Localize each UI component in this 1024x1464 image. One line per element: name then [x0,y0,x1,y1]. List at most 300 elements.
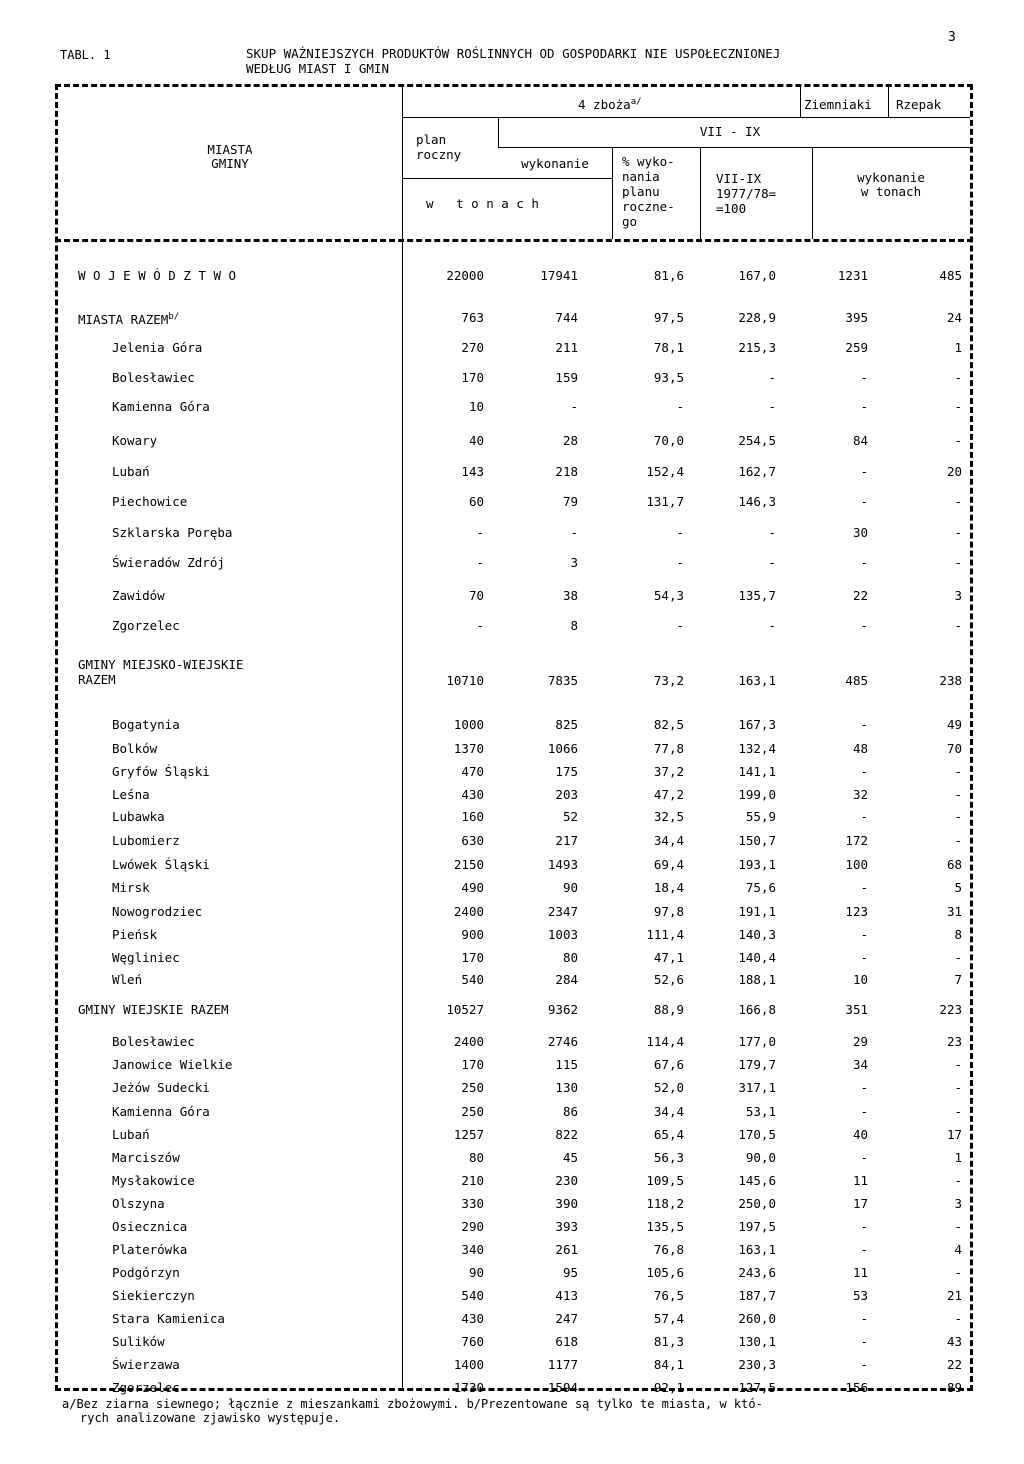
wykonanie-cell: 217 [555,833,578,848]
header-zboza-label: 4 zboża [578,97,631,113]
ziemniaki-cell: 34 [852,1057,868,1072]
rzepak-cell: 238 [939,673,962,688]
index-cell: 141,1 [738,764,776,779]
plan-cell: 2150 [453,857,484,872]
pct-cell: 57,4 [653,1311,684,1326]
pct-cell: 88,9 [653,1002,684,1017]
index-cell: 163,1 [738,1242,776,1257]
ziemniaki-cell: 172 [845,833,868,848]
index-cell: 193,1 [738,857,776,872]
rzepak-cell: 3 [954,588,962,603]
ziemniaki-cell: - [860,880,868,895]
row-name: Kamienna Góra [112,399,210,414]
index-cell: 230,3 [738,1357,776,1372]
row-name: Zgorzelec [112,618,180,633]
rzepak-cell: 20 [946,464,962,479]
ziemniaki-cell: 40 [852,1127,868,1142]
row-name: Bogatynia [112,717,180,732]
rzepak-cell: 89 [946,1380,962,1395]
index-cell: 317,1 [738,1080,776,1095]
pct-cell: 76,8 [653,1242,684,1257]
pct-cell: 47,2 [653,787,684,802]
row-name: Pieńsk [112,927,158,942]
wykonanie-cell: 390 [555,1196,578,1211]
pct-cell: 82,5 [653,717,684,732]
row-name: W O J E W Ó D Z T W O [78,268,237,283]
footnote-line-1: a/Bez ziarna siewnego; łącznie z mieszankami zbożowymi. b/Prezentowane są tylko te miasta, w któ- [62,1397,763,1411]
pct-cell: - [676,525,684,540]
index-cell: 187,7 [738,1288,776,1303]
wykonanie-cell: - [570,525,578,540]
rzepak-cell: - [954,618,962,633]
row-name: Gryfów Śląski [112,764,210,779]
rzepak-cell: - [954,1265,962,1280]
row-name: Świerzawa [112,1357,180,1372]
index-cell: 135,7 [738,588,776,603]
index-cell: 145,6 [738,1173,776,1188]
plan-cell: 2400 [453,1034,484,1049]
rzepak-cell: - [954,399,962,414]
ziemniaki-cell: 29 [852,1034,868,1049]
index-cell: 53,1 [745,1104,776,1119]
rzepak-cell: - [954,1080,962,1095]
index-cell: 254,5 [738,433,776,448]
table-label: TABL. 1 [60,48,111,62]
pct-cell: 56,3 [653,1150,684,1165]
rzepak-cell: - [954,1311,962,1326]
ziemniaki-cell: 11 [852,1173,868,1188]
table-title: SKUP WAŻNIEJSZYCH PRODUKTÓW ROŚLINNYCH OD GOSPODARKI NIE USPOŁECZNIONEJ [246,46,781,61]
index-cell: 127,5 [738,1380,776,1395]
plan-cell: 763 [461,310,484,325]
ziemniaki-cell: - [860,399,868,414]
index-cell: 260,0 [738,1311,776,1326]
plan-cell: 170 [461,950,484,965]
rzepak-cell: - [954,555,962,570]
ziemniaki-cell: - [860,950,868,965]
ziemniaki-cell: 10 [852,972,868,987]
ziemniaki-cell: - [860,1219,868,1234]
wykonanie-cell: 80 [562,950,578,965]
index-cell: 140,3 [738,927,776,942]
ziemniaki-cell: - [860,494,868,509]
wykonanie-cell: 28 [562,433,578,448]
wykonanie-cell: 52 [562,809,578,824]
wykonanie-cell: 825 [555,717,578,732]
wykonanie-cell: 175 [555,764,578,779]
pct-cell: - [676,399,684,414]
wykonanie-cell: 86 [562,1104,578,1119]
wykonanie-cell: 618 [555,1334,578,1349]
plan-cell: 10710 [446,673,484,688]
ziemniaki-cell: - [860,618,868,633]
pct-cell: 52,6 [653,972,684,987]
wykonanie-cell: 1493 [547,857,578,872]
row-name: Platerówka [112,1242,188,1257]
index-cell: - [768,525,776,540]
index-cell: 167,0 [738,268,776,283]
row-name: Zgorzelec [112,1380,180,1395]
ziemniaki-cell: - [860,1104,868,1119]
row-name: Bolesławiec [112,1034,195,1049]
rzepak-cell: - [954,833,962,848]
plan-cell: 1400 [453,1357,484,1372]
rzepak-cell: 5 [954,880,962,895]
plan-cell: 1730 [453,1380,484,1395]
row-name: Szklarska Poręba [112,525,233,540]
wykonanie-cell: 115 [555,1057,578,1072]
pct-cell: 47,1 [653,950,684,965]
rzepak-cell: - [954,525,962,540]
header-line-tons [402,178,612,179]
plan-cell: 490 [461,880,484,895]
pct-cell: 111,4 [646,927,684,942]
row-name: Osiecznica [112,1219,188,1234]
ziemniaki-cell: 32 [852,787,868,802]
index-cell: 188,1 [738,972,776,987]
plan-cell: 430 [461,787,484,802]
table-subtitle: WEDŁUG MIAST I GMIN [246,61,389,76]
wykonanie-cell: 822 [555,1127,578,1142]
ziemniaki-cell: 259 [845,340,868,355]
wykonanie-cell: 1003 [547,927,578,942]
plan-cell: 1370 [453,741,484,756]
index-cell: 150,7 [738,833,776,848]
pct-cell: 37,2 [653,764,684,779]
wykonanie-cell: 159 [555,370,578,385]
index-cell: 177,0 [738,1034,776,1049]
ziemniaki-cell: - [860,1150,868,1165]
index-cell: - [768,370,776,385]
plan-cell: 250 [461,1104,484,1119]
row-name: Węgliniec [112,950,180,965]
rzepak-cell: - [954,1057,962,1072]
plan-cell: 80 [468,1150,484,1165]
index-cell: 130,1 [738,1334,776,1349]
plan-cell: 90 [468,1265,484,1280]
header-divider-index [700,147,701,239]
rzepak-cell: 3 [954,1196,962,1211]
row-name: Lubomierz [112,833,180,848]
plan-cell: 290 [461,1219,484,1234]
plan-cell: 270 [461,340,484,355]
row-name: Mysłakowice [112,1173,195,1188]
ziemniaki-cell: - [860,1334,868,1349]
wykonanie-cell: 38 [562,588,578,603]
index-cell: 191,1 [738,904,776,919]
header-plan: plan roczny [416,132,462,162]
rzepak-cell: 22 [946,1357,962,1372]
wykonanie-cell: 1594 [547,1380,578,1395]
ziemniaki-cell: - [860,764,868,779]
row-name-sup: b/ [168,312,180,322]
rzepak-cell: - [954,1173,962,1188]
plan-cell: 760 [461,1334,484,1349]
row-name: Stara Kamienica [112,1311,225,1326]
pct-cell: 34,4 [653,833,684,848]
pct-cell: 135,5 [646,1219,684,1234]
ziemniaki-cell: 100 [845,857,868,872]
header-bottom-border [55,239,973,242]
pct-cell: 114,4 [646,1034,684,1049]
header-rzepak: Rzepak [896,97,942,112]
ziemniaki-cell: 123 [845,904,868,919]
wykonanie-cell: 90 [562,880,578,895]
wykonanie-cell: 413 [555,1288,578,1303]
pct-cell: 93,5 [653,370,684,385]
wykonanie-cell: 9362 [547,1002,578,1017]
pct-cell: 34,4 [653,1104,684,1119]
index-cell: 55,9 [745,809,776,824]
ziemniaki-cell: - [860,809,868,824]
ziemniaki-cell: - [860,1357,868,1372]
row-name: Jeżów Sudecki [112,1080,210,1095]
ziemniaki-cell: 48 [852,741,868,756]
rzepak-cell: 8 [954,927,962,942]
wykonanie-cell: 1066 [547,741,578,756]
row-name: Marciszów [112,1150,180,1165]
wykonanie-cell: 3 [570,555,578,570]
pct-cell: 76,5 [653,1288,684,1303]
header-divider-ziemniaki [800,86,801,117]
rzepak-cell: 485 [939,268,962,283]
pct-cell: 78,1 [653,340,684,355]
wykonanie-cell: 230 [555,1173,578,1188]
plan-cell: 210 [461,1173,484,1188]
row-name: MIASTA $RAZEM^{b/}$ [78,312,180,328]
plan-cell: 470 [461,764,484,779]
ziemniaki-cell: 1231 [837,268,868,283]
plan-cell: 1000 [453,717,484,732]
wykonanie-cell: 203 [555,787,578,802]
row-name: GMINY MIEJSKO-WIEJSKIE RAZEM [78,657,244,687]
plan-cell: - [476,618,484,633]
row-name: GMINY WIEJSKIE RAZEM [78,1002,229,1017]
pct-cell: 92,1 [653,1380,684,1395]
index-cell: 250,0 [738,1196,776,1211]
rzepak-cell: 23 [946,1034,962,1049]
pct-cell: 105,6 [646,1265,684,1280]
row-name: Jelenia Góra [112,340,203,355]
plan-cell: 170 [461,370,484,385]
index-cell: 170,5 [738,1127,776,1142]
plan-cell: 70 [468,588,484,603]
plan-cell: 22000 [446,268,484,283]
ziemniaki-cell: 22 [852,588,868,603]
wykonanie-cell: 95 [562,1265,578,1280]
wykonanie-cell: 2347 [547,904,578,919]
ziemniaki-cell: 156 [845,1380,868,1395]
plan-cell: 250 [461,1080,484,1095]
wykonanie-cell: 218 [555,464,578,479]
ziemniaki-cell: 30 [852,525,868,540]
page-number: 3 [948,30,956,45]
plan-cell: 340 [461,1242,484,1257]
plan-cell: 143 [461,464,484,479]
header-divider-rzepak [888,86,889,117]
index-cell: 228,9 [738,310,776,325]
rzepak-cell: 43 [946,1334,962,1349]
ziemniaki-cell: - [860,1311,868,1326]
ziemniaki-cell: 351 [845,1002,868,1017]
ziemniaki-cell: - [860,1080,868,1095]
pct-cell: 73,2 [653,673,684,688]
header-zboza [578,97,642,112]
ziemniaki-cell: 53 [852,1288,868,1303]
pct-cell: 67,6 [653,1057,684,1072]
header-wyk-tonach: wykonanie w tonach [857,170,925,199]
ziemniaki-cell: 11 [852,1265,868,1280]
rzepak-cell: - [954,950,962,965]
rzepak-cell: 49 [946,717,962,732]
wykonanie-cell: 130 [555,1080,578,1095]
ziemniaki-cell: 395 [845,310,868,325]
index-cell: 166,8 [738,1002,776,1017]
pct-cell: 152,4 [646,464,684,479]
header-w-tonach: w t o n a c h [426,196,539,211]
wykonanie-cell: 211 [555,340,578,355]
header-wykonanie: wykonanie [521,156,589,171]
row-name: Piechowice [112,494,188,509]
header-pct: % wyko- nania planu roczne- go [622,154,675,229]
index-cell: 179,7 [738,1057,776,1072]
wykonanie-cell: 8 [570,618,578,633]
plan-cell: 170 [461,1057,484,1072]
header-line-period [498,147,970,148]
plan-cell: 540 [461,1288,484,1303]
pct-cell: 118,2 [646,1196,684,1211]
pct-cell: 69,4 [653,857,684,872]
index-cell: 132,4 [738,741,776,756]
row-name: Wleń [112,972,143,987]
plan-cell: 540 [461,972,484,987]
rzepak-cell: 21 [946,1288,962,1303]
header-index: VII-IX 1977/78= =100 [716,171,777,216]
ziemniaki-cell: - [860,370,868,385]
row-name: Lubań [112,464,150,479]
rzepak-cell: 31 [946,904,962,919]
row-name: Zawidów [112,588,165,603]
rzepak-cell: 24 [946,310,962,325]
header-divider-wyk [812,147,813,239]
index-cell: 90,0 [745,1150,776,1165]
rzepak-cell: 17 [946,1127,962,1142]
wykonanie-cell: 744 [555,310,578,325]
index-cell: 199,0 [738,787,776,802]
rzepak-cell: 1 [954,340,962,355]
plan-cell: 2400 [453,904,484,919]
rzepak-cell: - [954,433,962,448]
wykonanie-cell: 261 [555,1242,578,1257]
row-name: Kamienna Góra [112,1104,210,1119]
index-cell: 215,3 [738,340,776,355]
pct-cell: - [676,555,684,570]
index-cell: 243,6 [738,1265,776,1280]
pct-cell: 81,6 [653,268,684,283]
pct-cell: 97,5 [653,310,684,325]
row-name: Olszyna [112,1196,165,1211]
index-cell: 197,5 [738,1219,776,1234]
index-cell: - [768,555,776,570]
index-cell: 146,3 [738,494,776,509]
row-name: Lubań [112,1127,150,1142]
pct-cell: 54,3 [653,588,684,603]
index-cell: 167,3 [738,717,776,732]
pct-cell: 84,1 [653,1357,684,1372]
rzepak-cell: - [954,370,962,385]
header-divider-pct [612,147,613,239]
plan-cell: 630 [461,833,484,848]
wykonanie-cell: 17941 [540,268,578,283]
plan-cell: 330 [461,1196,484,1211]
ziemniaki-cell: - [860,464,868,479]
plan-cell: 60 [468,494,484,509]
row-name: Bolesławiec [112,370,195,385]
wykonanie-cell: 284 [555,972,578,987]
header-line-groups [402,117,970,118]
ziemniaki-cell: 485 [845,673,868,688]
plan-cell: - [476,525,484,540]
pct-cell: 131,7 [646,494,684,509]
index-cell: 162,7 [738,464,776,479]
rzepak-cell: - [954,787,962,802]
wykonanie-cell: 7835 [547,673,578,688]
header-ziemniaki: Ziemniaki [804,97,872,112]
pct-cell: 52,0 [653,1080,684,1095]
row-name: Leśna [112,787,150,802]
pct-cell: 70,0 [653,433,684,448]
pct-cell: - [676,618,684,633]
row-name: Lwówek Śląski [112,857,210,872]
pct-cell: 65,4 [653,1127,684,1142]
row-name: Kowary [112,433,158,448]
rzepak-cell: - [954,1104,962,1119]
wykonanie-cell: 393 [555,1219,578,1234]
plan-cell: 40 [468,433,484,448]
plan-cell: 1257 [453,1127,484,1142]
ziemniaki-cell: 84 [852,433,868,448]
row-name: Nowogrodziec [112,904,203,919]
index-cell: 163,1 [738,673,776,688]
plan-cell: 10527 [446,1002,484,1017]
ziemniaki-cell: - [860,717,868,732]
wykonanie-cell: 1177 [547,1357,578,1372]
ziemniaki-cell: 17 [852,1196,868,1211]
pct-cell: 32,5 [653,809,684,824]
index-cell: - [768,618,776,633]
rzepak-cell: - [954,494,962,509]
row-name: Mirsk [112,880,150,895]
rzepak-cell: 4 [954,1242,962,1257]
header-zboza-sup: a/ [630,97,642,107]
wykonanie-cell: - [570,399,578,414]
row-name: Lubawka [112,809,165,824]
header-stub: MIASTA GMINY [207,142,253,171]
ziemniaki-cell: - [860,927,868,942]
rzepak-cell: - [954,1219,962,1234]
rzepak-cell: 7 [954,972,962,987]
rzepak-cell: 70 [946,741,962,756]
plan-cell: 10 [468,399,484,414]
row-name: Podgórzyn [112,1265,180,1280]
pct-cell: 77,8 [653,741,684,756]
wykonanie-cell: 79 [562,494,578,509]
row-name: Sulików [112,1334,165,1349]
pct-cell: 18,4 [653,880,684,895]
index-cell: - [768,399,776,414]
rzepak-cell: 223 [939,1002,962,1017]
index-cell: 140,4 [738,950,776,965]
